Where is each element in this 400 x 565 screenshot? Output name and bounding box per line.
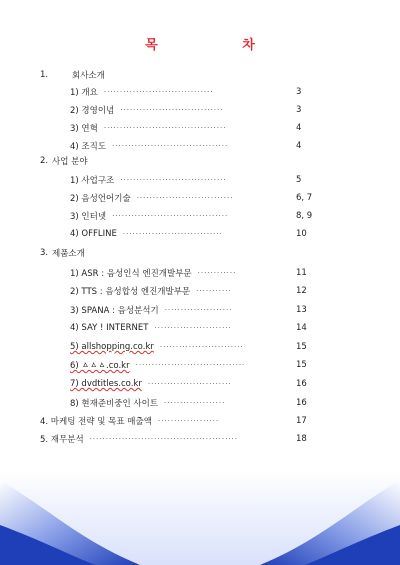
toc-item-label: 3) 인터넷 <box>70 212 107 222</box>
footer-wave-graphic <box>0 470 400 565</box>
leader-dots: ································· <box>120 176 227 184</box>
toc-item-label: 4) 조직도 <box>70 142 107 152</box>
toc-page-number: 8, 9 <box>296 211 313 221</box>
toc-item-label: 4. 마케팅 전략 및 목표 매출액 <box>40 417 152 427</box>
toc-item-label: 2) 음성언어기술 <box>70 194 131 204</box>
section-number: 3. <box>40 248 49 258</box>
toc-page-number: 13 <box>296 305 307 315</box>
leader-dots: ······························· <box>122 230 223 238</box>
leader-dots: ······································ <box>103 124 227 132</box>
toc-item[interactable] <box>70 303 255 317</box>
leader-dots: ··················· <box>164 399 226 407</box>
section-heading <box>40 246 85 260</box>
toc-item[interactable] <box>70 284 241 298</box>
leader-dots: ······························ <box>136 194 234 202</box>
toc-item-link[interactable]: 7) dvdtitles.co.kr <box>70 379 142 389</box>
toc-item-label: 3) 연혁 <box>70 124 98 134</box>
section-heading <box>40 154 88 168</box>
toc-item[interactable] <box>70 340 270 354</box>
toc-item[interactable] <box>70 377 258 391</box>
toc-page-number: 17 <box>296 416 307 426</box>
toc-page-number: 5 <box>296 175 302 185</box>
toc-page-number: 12 <box>296 286 307 296</box>
toc-item-label: 1) 사업구조 <box>70 176 115 186</box>
leader-dots: ·············································· <box>89 435 239 443</box>
toc-page-number: 3 <box>296 87 302 97</box>
toc-page-number: 11 <box>296 268 307 278</box>
toc-item[interactable] <box>70 103 255 117</box>
toc-item[interactable] <box>70 139 262 153</box>
leader-dots: ··········· <box>196 287 232 295</box>
leader-dots: ·························· <box>159 343 244 351</box>
leader-dots: ············ <box>197 269 237 277</box>
toc-item[interactable] <box>40 432 280 446</box>
section-heading <box>40 68 105 82</box>
toc-page-number: 16 <box>296 379 307 389</box>
section-label: 사업 분야 <box>52 157 88 167</box>
toc-item-label: 1) ASR : 음성인식 엔진개발부문 <box>70 269 192 279</box>
toc-item[interactable] <box>70 191 265 205</box>
section-label: 회사소개 <box>72 71 105 81</box>
leader-dots: ··················· <box>157 417 220 425</box>
toc-page-number: 3 <box>296 105 302 115</box>
toc-item-label: 2) TTS : 음성합성 엔진개발부문 <box>70 287 191 297</box>
decorative-footer <box>0 470 400 565</box>
leader-dots: ························ <box>154 324 232 332</box>
toc-item[interactable] <box>70 321 254 335</box>
page-title: 목 차 <box>145 38 295 53</box>
toc-item-label: 4) OFFLINE <box>70 229 117 239</box>
section-label: 제품소개 <box>52 249 85 259</box>
toc-item[interactable] <box>70 85 249 99</box>
toc-page-number: 18 <box>296 434 307 444</box>
toc-page-number: 16 <box>296 398 307 408</box>
leader-dots: ································ <box>120 106 224 114</box>
toc-item-label: 4) SAY ! INTERNET <box>70 323 149 333</box>
toc-item[interactable] <box>40 414 238 428</box>
section-number: 2. <box>40 156 49 166</box>
leader-dots: ···································· <box>112 212 229 220</box>
toc-item[interactable] <box>70 266 248 280</box>
toc-page-number: 10 <box>296 229 307 239</box>
toc-item-link[interactable]: 6) ㅿㅿㅿ.co.kr <box>70 361 130 371</box>
leader-dots: ·································· <box>103 88 214 96</box>
leader-dots: ···································· <box>112 142 229 150</box>
leader-dots: ····················· <box>164 306 233 314</box>
toc-item-label: 1) 개요 <box>70 88 98 98</box>
toc-page-number: 15 <box>296 360 307 370</box>
toc-item[interactable] <box>70 121 264 135</box>
toc-page-number: 15 <box>296 342 307 352</box>
toc-item[interactable] <box>70 358 281 372</box>
leader-dots: ·································· <box>135 361 246 369</box>
toc-item-label: 8) 현재준비중인 사이트 <box>70 399 159 409</box>
toc-page-number: 4 <box>296 141 302 151</box>
toc-item-label: 2) 경영이념 <box>70 106 115 116</box>
toc-item[interactable] <box>70 209 262 223</box>
toc-page-number: 14 <box>296 323 307 333</box>
toc-item[interactable] <box>70 173 260 187</box>
toc-item[interactable] <box>70 396 244 410</box>
section-number: 1. <box>40 70 49 80</box>
toc-page-number: 4 <box>296 123 302 133</box>
toc-page-number: 6, 7 <box>296 193 313 203</box>
toc-item[interactable] <box>70 227 253 241</box>
toc-item-label: 5. 재무분석 <box>40 435 84 445</box>
leader-dots: ·························· <box>147 380 232 388</box>
toc-item-link[interactable]: 5) allshopping.co.kr <box>70 342 154 352</box>
toc-item-label: 3) SPANA : 음성분석기 <box>70 306 159 316</box>
